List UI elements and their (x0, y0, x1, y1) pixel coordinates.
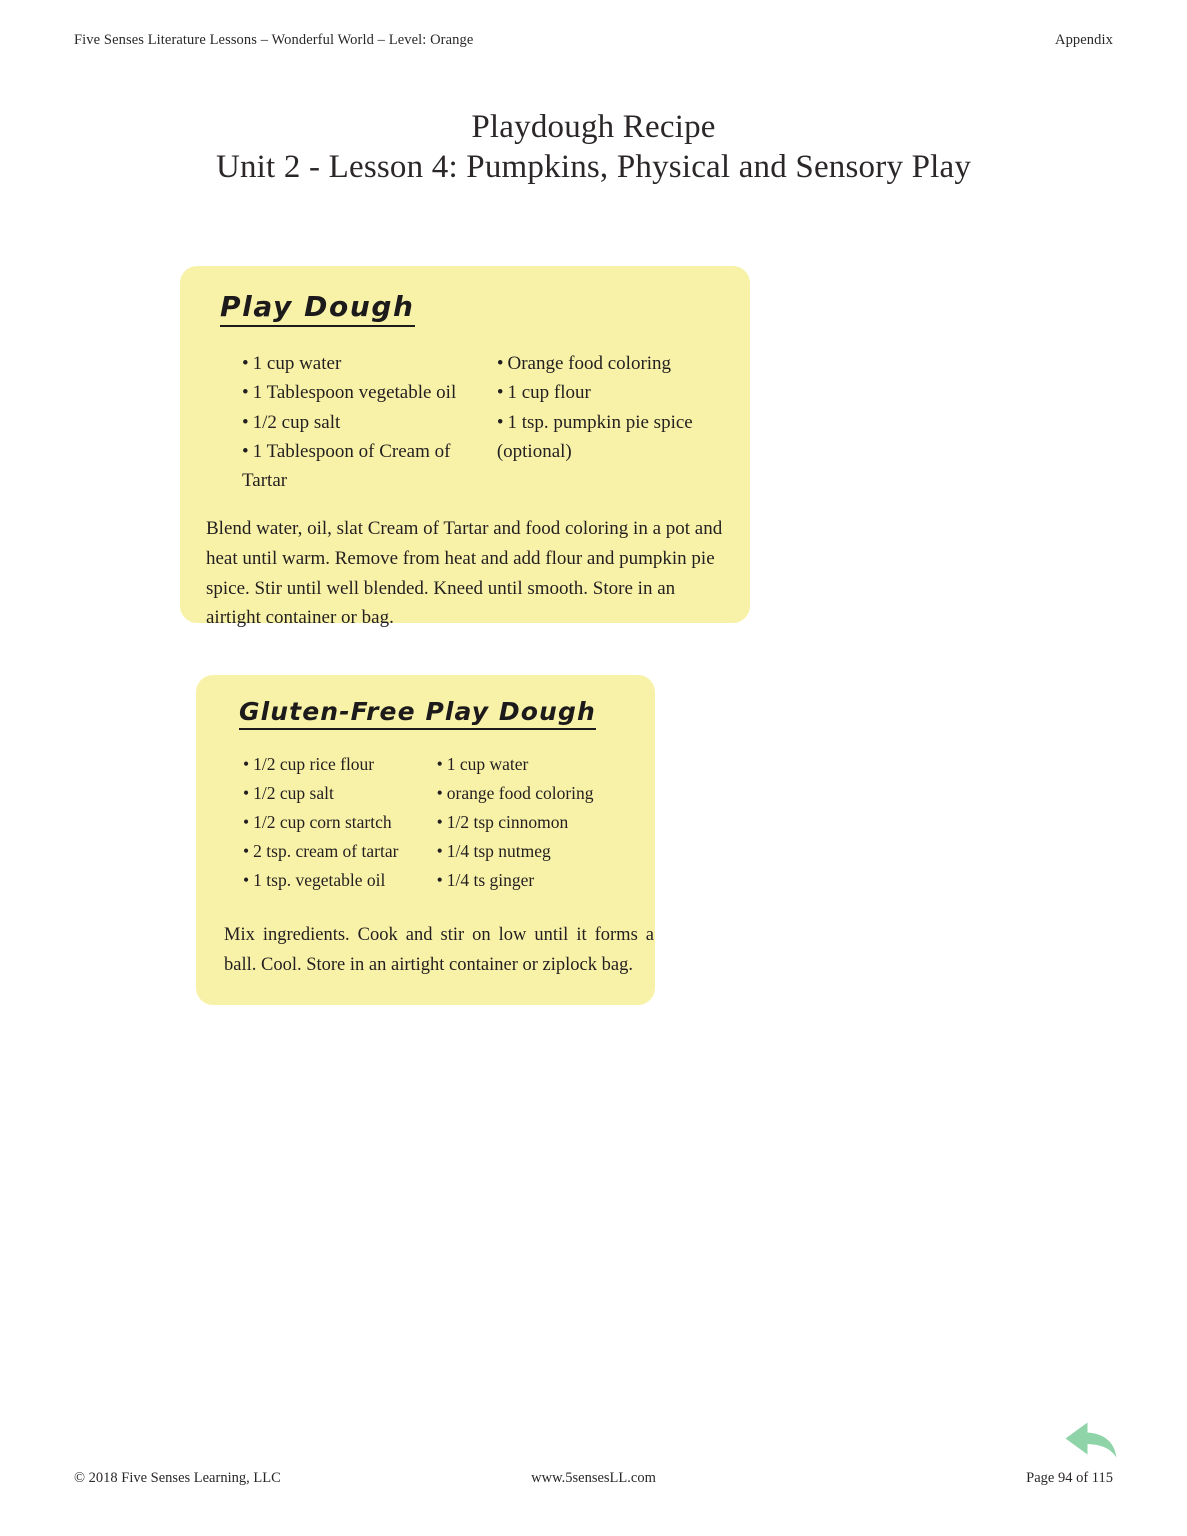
ingredient-item (437, 808, 633, 837)
ingredient-text: 1/2 cup rice flour (253, 754, 375, 774)
ingredient-text: 1 cup water (252, 353, 342, 374)
ingredient-column-right (476, 349, 724, 466)
header-section-label: Appendix (1055, 32, 1113, 48)
bullet-icon: • (243, 870, 250, 891)
ingredient-item (242, 437, 476, 466)
bullet-icon: • (496, 353, 504, 374)
ingredient-item (497, 408, 724, 437)
ingredient-column-left (206, 349, 476, 495)
bullet-icon: • (436, 841, 443, 862)
ingredient-item (243, 808, 421, 837)
ingredient-item (243, 750, 421, 779)
back-arrow-icon[interactable] (1062, 1418, 1122, 1466)
ingredient-item (243, 866, 421, 895)
page-title-line-1: Playdough Recipe (471, 109, 716, 145)
footer-page-number: Page 94 of 115 (1026, 1470, 1113, 1486)
bullet-icon: • (436, 754, 443, 774)
ingredient-item (243, 837, 421, 866)
footer-website[interactable]: www.5sensesLL.com (531, 1470, 656, 1486)
ingredient-item-continuation: Tartar (242, 470, 288, 491)
ingredient-text: 1 Tablespoon of Cream of (252, 440, 451, 462)
page-title-line-2: Unit 2 - Lesson 4: Pumpkins, Physical and Sensory Play (215, 149, 972, 186)
ingredient-text: 1 tsp. vegetable oil (253, 870, 386, 891)
page-running-footer (74, 1470, 1113, 1494)
bullet-icon: • (243, 841, 250, 862)
ingredient-item (243, 779, 421, 808)
recipe-card-gluten-free-play-dough (196, 675, 655, 1005)
bullet-icon: • (243, 812, 250, 833)
ingredient-columns (206, 349, 724, 495)
ingredient-columns (218, 750, 633, 895)
ingredient-text: 1/2 cup corn startch (253, 812, 392, 833)
ingredient-text: 2 tsp. cream of tartar (253, 841, 399, 862)
ingredient-item (437, 779, 633, 808)
ingredient-item (437, 750, 633, 779)
ingredient-item (497, 349, 724, 378)
bullet-icon: • (242, 353, 249, 374)
ingredient-text: 1 cup flour (507, 382, 591, 404)
ingredient-item-continuation: (optional) (496, 440, 572, 462)
ingredient-item (242, 378, 476, 407)
recipe-card-play-dough (180, 266, 750, 629)
bullet-icon: • (436, 783, 443, 804)
ingredient-item (242, 349, 476, 378)
ingredient-item (497, 378, 724, 407)
ingredient-column-right (421, 750, 633, 895)
bullet-icon: • (243, 754, 250, 774)
bullet-icon: • (496, 411, 504, 433)
bullet-icon: • (496, 382, 504, 404)
ingredient-text: 1/2 cup salt (253, 783, 334, 804)
ingredient-item (437, 866, 633, 895)
ingredient-item (242, 408, 476, 437)
bullet-icon: • (436, 870, 443, 891)
ingredient-text: 1/2 cup salt (252, 411, 341, 433)
ingredient-text: 1 cup water (446, 754, 529, 774)
ingredient-text: 1 tsp. pumpkin pie spice (507, 411, 693, 433)
ingredient-text: 1/2 tsp cinnomon (446, 812, 569, 833)
ingredient-text: 1 Tablespoon vegetable oil (252, 382, 457, 404)
ingredient-text: 1/4 ts ginger (446, 870, 535, 891)
header-lesson-title: Five Senses Literature Lessons – Wonderful World – Level: Orange (74, 32, 474, 48)
ingredient-text: 1/4 tsp nutmeg (446, 841, 551, 862)
bullet-icon: • (436, 812, 443, 833)
ingredient-text: Orange food coloring (507, 353, 672, 374)
page-title (0, 108, 1187, 187)
footer-copyright: © 2018 Five Senses Learning, LLC (74, 1470, 281, 1486)
recipe-heading-gluten-free-play-dough: Gluten-Free Play Dough (239, 697, 596, 730)
page-running-header (74, 32, 1113, 54)
recipe-instructions: Mix ingredients. Cook and stir on low until it forms a ball. Cool. Store in an airtight container or ziplock bag. (224, 925, 654, 976)
recipe-instructions: Blend water, oil, slat Cream of Tartar and food coloring in a pot and heat until warm. Remove from heat and add flour and pumpkin pie spice. Stir until well blended. Kneed until smooth. Store in an airtight container or bag. (206, 518, 723, 629)
ingredient-text: orange food coloring (446, 783, 594, 804)
ingredient-column-left (218, 750, 421, 895)
bullet-icon: • (243, 783, 250, 804)
bullet-icon: • (242, 440, 249, 462)
ingredient-item (437, 837, 633, 866)
bullet-icon: • (242, 382, 249, 404)
recipe-heading-play-dough: Play Dough (220, 290, 415, 327)
bullet-icon: • (242, 411, 249, 433)
